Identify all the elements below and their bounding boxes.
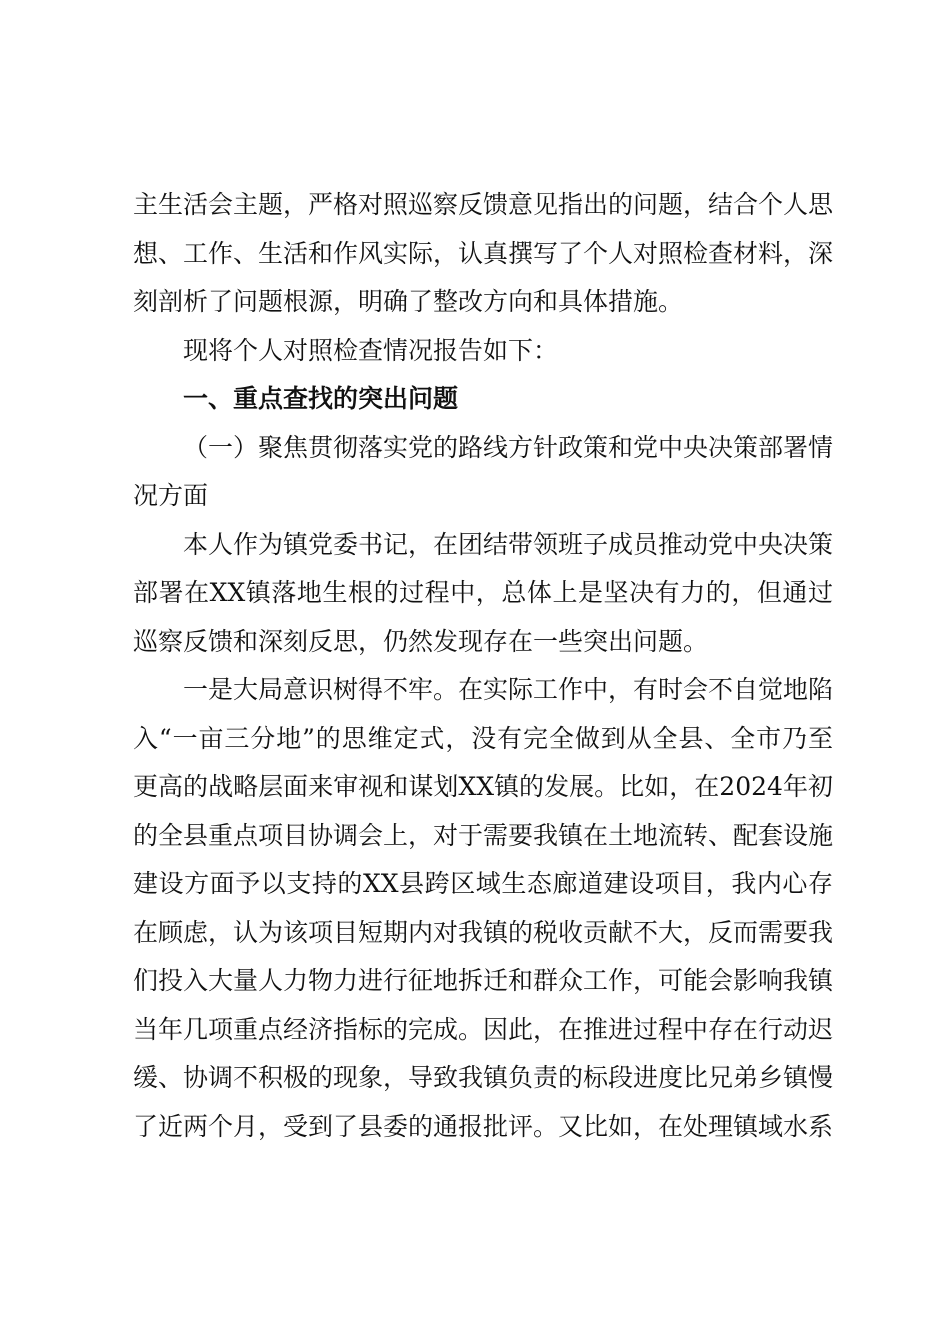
paragraph-continuation: 主生活会主题，严格对照巡察反馈意见指出的问题，结合个人思想、工作、生活和作风实际，认真撰写了个人对照检查材料，深刻剖析了问题根源，明确了整改方向和具体措施。	[133, 190, 834, 316]
document-body	[133, 181, 833, 1151]
subsection-heading: （一）聚焦贯彻落实党的路线方针政策和党中央决策部署情况方面	[133, 432, 834, 510]
paragraph-issue-one: 一是大局意识树得不牢。在实际工作中，有时会不自觉地陷入“一亩三分地”的思维定式，没有完全做到从全县、全市乃至更高的战略层面来审视和谋划XX镇的发展。比如，在2024年初的全县重点项目协调会上，对于需要我镇在土地流转、配套设施建设方面予以支持的XX县跨区域生态廊道建设项目，我内心存在顾虑，认为该项目短期内对我镇的税收贡献不大，反而需要我们投入大量人力物力进行征地拆迁和群众工作，可能会影响我镇当年几项重点经济指标的完成。因此，在推进过程中存在行动迟缓、协调不积极的现象，导致我镇负责的标段进度比兄弟乡镇慢了近两个月，受到了县委的通报批评。又比如，在处理镇域水系	[133, 675, 834, 1141]
section-heading: 一、重点查找的突出问题	[183, 384, 459, 413]
paragraph-report-intro: 现将个人对照检查情况报告如下：	[183, 335, 559, 365]
paragraph-self-assessment: 本人作为镇党委书记，在团结带领班子成员推动党中央决策部署在XX镇落地生根的过程中，总体上是坚决有力的，但通过巡察反馈和深刻反思，仍然发现存在一些突出问题。	[133, 529, 834, 656]
